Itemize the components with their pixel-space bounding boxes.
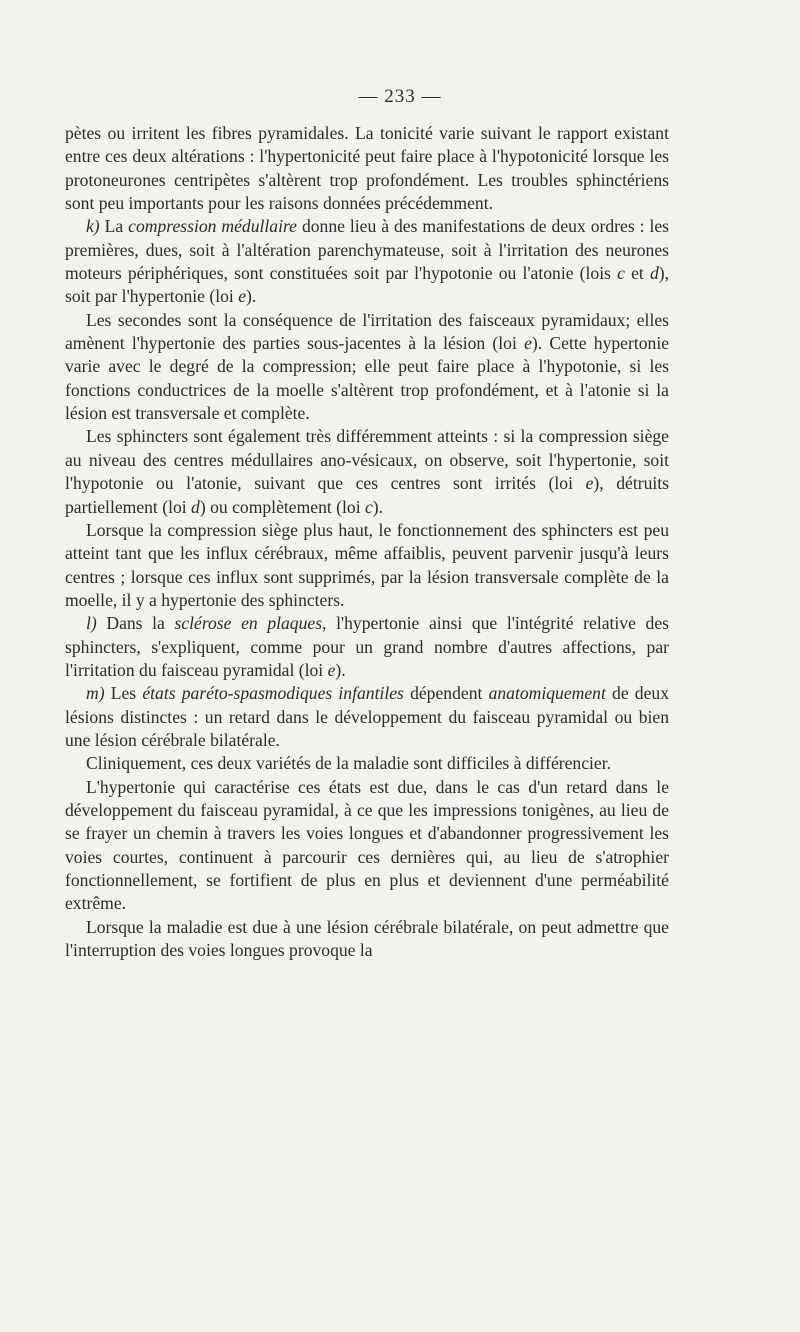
text-run: ).	[246, 286, 257, 307]
text-run: donne lieu à des manifestations de deux ordres : les premières, dues, soit à l'altération parenchymateuse, soit à l'irritation des neurones moteurs périphériques, sont constituées soit par l'hypotonie ou l'atonie (lois	[65, 216, 670, 284]
paragraph-p10	[65, 916, 669, 963]
italic-text: e	[524, 333, 532, 354]
text-run: de deux lésions distinctes : un retard dans le développement du faisceau pyramidal ou bien une lésion cérébrale bilatérale.	[65, 683, 669, 750]
text-run: ).	[335, 659, 346, 680]
paragraph-p9	[65, 776, 669, 916]
text-run: ). Cette hypertonie varie avec le degré de la compression; elle peut faire place à l'hypotonie, si les fonctions conductrices de la moelle s'altèrent trop profondément, et à l'atonie si la lésion est transversale et complète.	[65, 333, 670, 424]
italic-text: m)	[86, 683, 105, 704]
paragraph-p7	[65, 682, 669, 752]
paragraph-p4	[65, 425, 669, 518]
text-run: La	[99, 216, 129, 237]
text-run: ), soit par l'hypertonie (loi	[65, 263, 669, 307]
paragraph-p5	[65, 519, 669, 612]
text-run: Les secondes sont la conséquence de l'irritation des faisceaux pyramidaux; elles amènent l'hypertonie des parties sous-jacentes à la lésion (loi	[65, 309, 669, 354]
text-run: Les	[104, 683, 143, 704]
italic-text: d	[649, 263, 659, 284]
italic-text: k)	[86, 216, 100, 237]
text-run: dépendent	[403, 683, 489, 704]
italic-text: anatomiquement	[488, 683, 606, 704]
text-run: Cliniquement, ces deux variétés de la maladie sont difficiles à différencier.	[86, 753, 612, 774]
italic-text: e	[327, 659, 336, 680]
italic-text: c	[364, 496, 373, 517]
text-run: pètes ou irritent les fibres pyramidales. La tonicité varie suivant le rapport existant entre ces deux altérations : l'hypertonicité peut faire place à l'hypotonicité lorsque les protoneurones centripètes s'altèrent trop profondément. Les troubles sphinctériens sont peu importants pour les raisons données précédemment.	[65, 123, 669, 214]
italic-text: états paréto-spasmodiques infantiles	[142, 683, 404, 704]
text-run: ).	[372, 496, 384, 517]
paragraph-p6	[65, 612, 669, 682]
italic-text: d	[191, 496, 200, 517]
italic-text: l)	[86, 613, 97, 634]
body-text	[65, 122, 669, 962]
text-run: Lorsque la compression siège plus haut, le fonctionnement des sphincters est peu atteint tant que les influx cérébraux, même affaiblis, peuvent parvenir jusqu'à leurs centres ; lorsque ces influx sont supprimés, par la lésion transversale complète de la moelle, il y a hypertonie des sphincters.	[65, 519, 669, 610]
italic-text: sclérose en plaques	[174, 613, 323, 634]
italic-text: e	[238, 286, 247, 307]
paragraph-p3	[65, 309, 669, 426]
text-run: Dans la	[96, 613, 175, 634]
text-run: Les sphincters sont également très différemment atteints : si la compression siège au niveau des centres médullaires ano-vésicaux, on observe, soit l'hypertonie, soit l'hypotonie ou l'atonie, suivant que ces centres sont irrités (loi	[65, 426, 669, 494]
italic-text: e	[585, 473, 594, 494]
paragraph-p2	[65, 215, 669, 308]
text-run: , l'hypertonie ainsi que l'intégrité relative des sphincters, s'expliquent, comme pour un grand nombre d'autres affections, par l'irritation du faisceau pyramidal (loi	[65, 613, 669, 680]
italic-text: c	[617, 263, 625, 284]
page-number: — 233 —	[358, 86, 442, 107]
text-run: ), détruits partiellement (loi	[65, 473, 669, 517]
text-run: et	[624, 263, 650, 284]
paragraph-p8	[65, 752, 669, 775]
italic-text: compression médullaire	[128, 216, 297, 237]
text-run: Lorsque la maladie est due à une lésion cérébrale bilatérale, on peut admettre que l'interruption des voies longues provoque la	[65, 916, 669, 961]
paragraph-p1	[65, 122, 669, 215]
text-run: ) ou complètement (loi	[199, 496, 365, 517]
text-run: L'hypertonie qui caractérise ces états est due, dans le cas d'un retard dans le développement du faisceau pyramidal, à ce que les impressions tonigènes, au lieu de se frayer un chemin à travers les voies longues et d'abandonner progressivement les voies courtes, continuent à parcourir ces dernières qui, au lieu de s'atrophier fonctionnellement, se fortifient de plus en plus et deviennent d'une perméabilité extrême.	[65, 776, 669, 914]
